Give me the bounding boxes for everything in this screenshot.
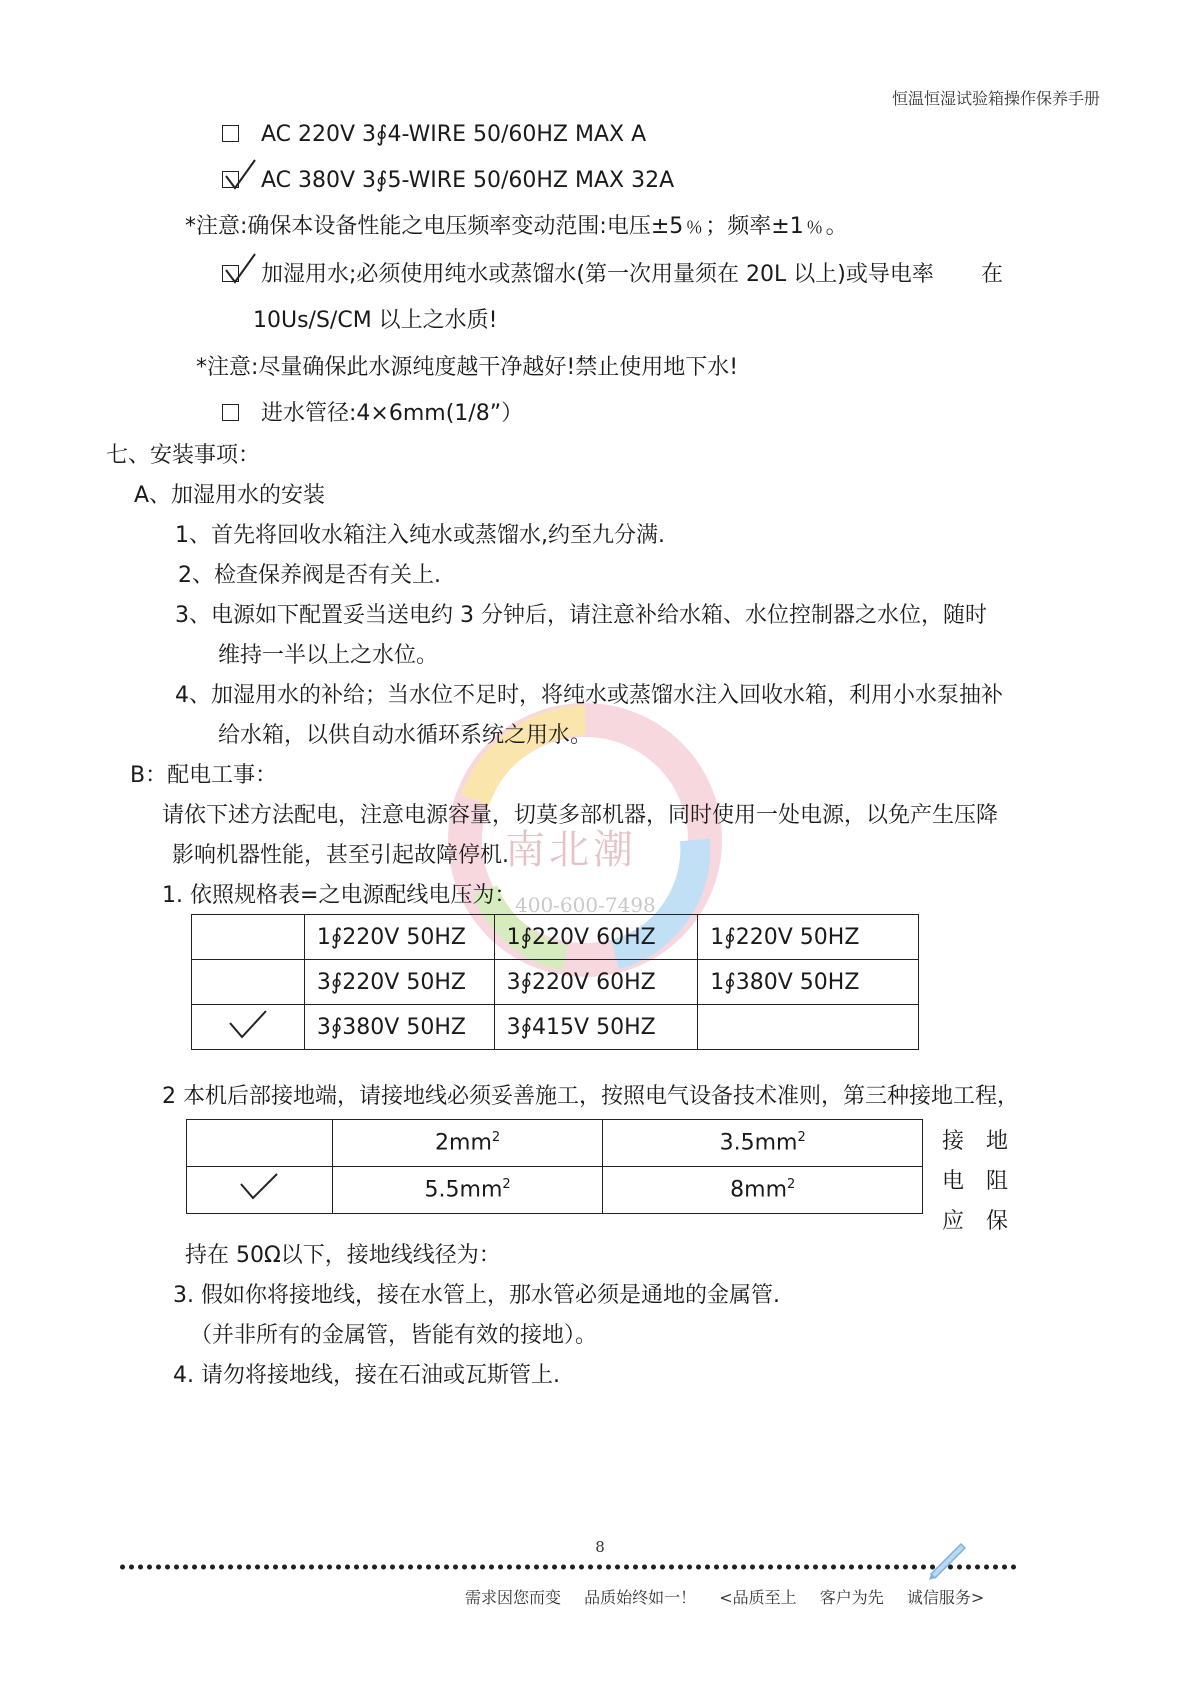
list-item-cont: （并非所有的金属管，皆能有效的接地）。 — [190, 1323, 598, 1348]
section-b-paragraph: 请依下述方法配电，注意电源容量，切莫多部机器，同时使用一处电源，以免产生压降 — [162, 803, 999, 828]
checkbox-icon — [222, 125, 239, 142]
section-a-title: A、加湿用水的安装 — [134, 483, 326, 508]
ground-side-text: 电阻 — [942, 1169, 1031, 1194]
pipe-diameter: 进水管径:4×6mm(1/8”） — [222, 403, 523, 425]
footer-slogan: 诚信服务> — [906, 1588, 985, 1607]
note-water-source: *注意:尽量确保此水源纯度越干净越好!禁止使用地下水! — [196, 355, 739, 380]
power-option-220v: AC 220V 3∮4-WIRE 50/60HZ MAX A — [222, 124, 646, 146]
header-title: 恒温恒湿试验箱操作保养手册 — [891, 89, 1100, 108]
list-item: 4、加湿用水的补给；当水位不足时，将纯水或蒸馏水注入回收水箱，利用小水泵抽补 — [175, 683, 1003, 708]
checkmark-icon — [226, 1007, 270, 1041]
list-item: 3、电源如下配置妥当送电约 3 分钟后，请注意补给水箱、水位控制器之水位，随时 — [175, 603, 987, 628]
section-7-title: 七、安装事项： — [106, 443, 261, 468]
list-item: 4. 请勿将接地线，接在石油或瓦斯管上. — [173, 1363, 560, 1388]
checked-checkbox-icon — [222, 171, 239, 188]
table-cell: 3∮415V 50HZ — [494, 1005, 698, 1050]
list-item: 2、检查保养阀是否有关上. — [178, 563, 441, 588]
ground-side-text: 应保 — [942, 1209, 1031, 1234]
table-cell: 3∮220V 60HZ — [494, 960, 698, 1005]
checkbox-icon — [222, 404, 239, 421]
check-cell — [192, 1005, 305, 1050]
footer-slogan: 需求因您而变 — [465, 1588, 562, 1607]
ground-side-text: 接地 — [942, 1129, 1031, 1154]
table-row — [187, 1167, 923, 1214]
table-cell: 1∮220V 50HZ — [304, 915, 494, 960]
footer-slogan: 客户为先 — [819, 1588, 884, 1607]
table-cell: 3∮220V 50HZ — [304, 960, 494, 1005]
table-cell: $2mm^2$ — [332, 1120, 603, 1167]
list-item-cont: 维持一半以上之水位。 — [218, 643, 439, 668]
footer-slogans — [465, 1585, 1002, 1608]
check-cell — [192, 960, 305, 1005]
table-cell: $3.5mm^2$ — [603, 1120, 923, 1167]
ground-intro: 2 本机后部接地端，请接地线必须妥善施工，按照电气设备技术准则，第三种接地工程， — [162, 1084, 1019, 1109]
pen-icon — [925, 1538, 969, 1580]
list-item: 1、首先将回收水箱注入纯水或蒸馏水,约至九分满. — [175, 523, 665, 548]
check-cell — [187, 1167, 333, 1214]
section-b-item-1: 1. 依照规格表=之电源配线电压为： — [162, 883, 517, 908]
water-requirement-cont: 10Us/S/CM 以上之水质! — [253, 308, 498, 333]
section-b-paragraph-cont: 影响机器性能，甚至引起故障停机. — [172, 843, 509, 868]
water-requirement-tail: 在 — [981, 262, 1004, 287]
footer-slogan: 品质始终如一！ — [584, 1588, 697, 1607]
watermark-phone: 400-600-7498 — [515, 893, 656, 917]
checkmark-icon — [237, 1170, 281, 1204]
table-row — [192, 915, 919, 960]
table-cell: 1∮220V 60HZ — [494, 915, 698, 960]
check-cell — [192, 915, 305, 960]
section-b-title: B：配电工事： — [130, 763, 278, 788]
page-number: 8 — [595, 1538, 605, 1556]
table-row — [187, 1120, 923, 1167]
table-cell: 1∮380V 50HZ — [698, 960, 919, 1005]
dotted-divider — [118, 1563, 1016, 1571]
table-row — [192, 960, 919, 1005]
list-item: 3. 假如你将接地线，接在水管上，那水管必须是通地的金属管. — [173, 1283, 780, 1308]
table-cell — [698, 1005, 919, 1050]
note-voltage-range: *注意:确保本设备性能之电压频率变动范围:电压±5﹪；频率±1﹪。 — [185, 214, 848, 239]
table-cell: 3∮380V 50HZ — [304, 1005, 494, 1050]
check-cell — [187, 1120, 333, 1167]
ground-wire-table — [186, 1119, 923, 1214]
power-option-380v: AC 380V 3∮5-WIRE 50/60HZ MAX 32A — [222, 170, 674, 192]
footer-slogan: <品质至上 — [719, 1588, 797, 1607]
ground-after: 持在 50Ω以下，接地线线径为： — [185, 1243, 501, 1268]
water-requirement: 加湿用水;必须使用纯水或蒸馏水(第一次用量须在 20L 以上)或导电率 — [222, 264, 934, 286]
table-cell: 1∮220V 50HZ — [698, 915, 919, 960]
voltage-table — [191, 914, 919, 1050]
table-cell: $8mm^2$ — [603, 1167, 923, 1214]
watermark-brand: 南北潮 — [505, 827, 637, 873]
list-item-cont: 给水箱，以供自动水循环系统之用水。 — [218, 723, 593, 748]
table-row — [192, 1005, 919, 1050]
checked-checkbox-icon — [222, 265, 239, 282]
table-cell: $5.5mm^2$ — [332, 1167, 603, 1214]
